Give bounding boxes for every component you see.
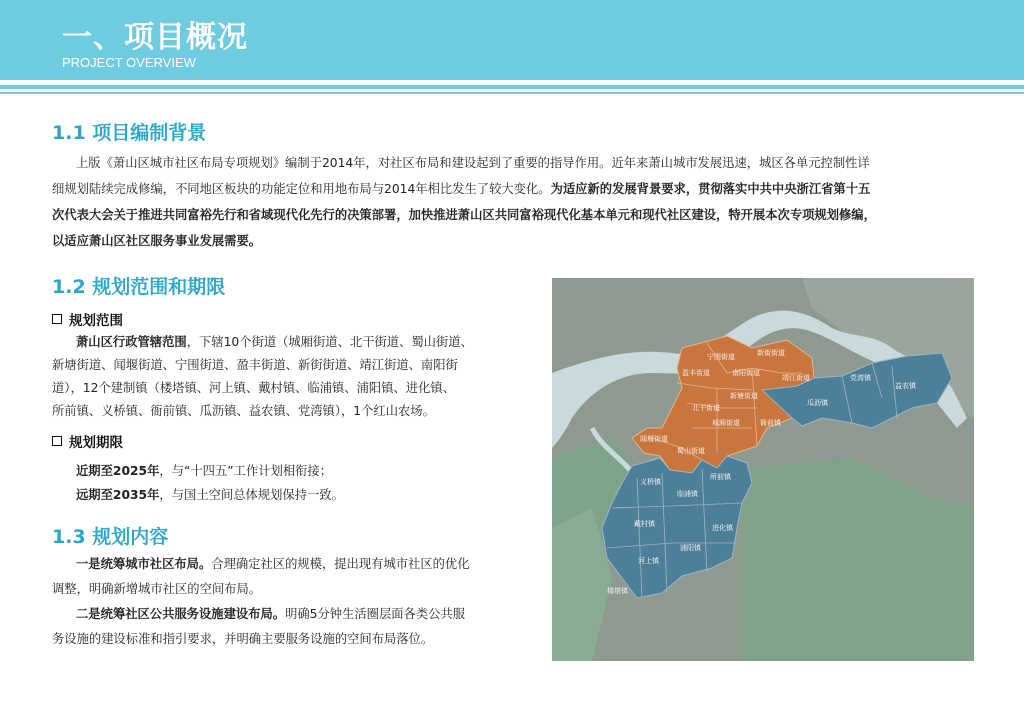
term-near-text: ，与“十四五”工作计划相衔接； bbox=[159, 464, 333, 478]
map-label-chengxiang: 城厢街道 bbox=[712, 419, 740, 427]
background-line-2 bbox=[52, 176, 982, 202]
content-p1-line-1 bbox=[76, 551, 526, 577]
map-label-dangwan: 党湾镇 bbox=[850, 374, 871, 382]
term-far bbox=[76, 482, 526, 508]
divider-stripe-thin bbox=[0, 92, 1024, 94]
scope-lead: 萧山区行政管辖范围 bbox=[76, 335, 187, 349]
background-line-3: 次代表大会关于推进共同富裕先行和省域现代化先行的决策部署，加快推进萧山区共同富裕现代化基本单元和现代社区建设，特开展本次专项规划修编， bbox=[52, 208, 876, 222]
map-label-jingjiang: 靖江街道 bbox=[782, 374, 810, 382]
map-label-suoqian: 所前镇 bbox=[710, 473, 731, 481]
content-p2-line-1 bbox=[76, 601, 526, 627]
map-label-guali: 瓜沥镇 bbox=[807, 399, 828, 407]
scope-line-4: 所前镇、义桥镇、衙前镇、瓜沥镇、益农镇、党湾镇），1个红山农场。 bbox=[52, 404, 435, 418]
page-title: 一、项目概况 bbox=[62, 20, 248, 55]
square-bullet-icon bbox=[52, 314, 62, 324]
background-line-4: 以适应萧山区社区服务事业发展需要。 bbox=[52, 234, 262, 248]
map-label-xintang: 新塘街道 bbox=[730, 392, 758, 400]
term-subheading bbox=[52, 431, 123, 451]
background-line-2-normal: 细规划陆续完成修编，不同地区板块的功能定位和用地布局与2014年相比发生了较大变化。 bbox=[52, 182, 551, 196]
district-map bbox=[552, 278, 974, 661]
map-label-beigan: 北干街道 bbox=[692, 404, 720, 412]
divider-stripe bbox=[0, 85, 1024, 89]
map-label-shushan: 蜀山街道 bbox=[677, 447, 705, 455]
map-label-jinhua: 进化镇 bbox=[712, 524, 733, 532]
scope-line-3: 道），12个建制镇（楼塔镇、河上镇、戴村镇、临浦镇、浦阳镇、进化镇、 bbox=[52, 381, 455, 395]
map-label-puyang: 浦阳镇 bbox=[680, 544, 701, 552]
map-label-yinong: 益农镇 bbox=[895, 382, 916, 390]
content-p1-line-2: 调整，明确新增城市社区的空间布局。 bbox=[52, 582, 262, 596]
map-label-daicun: 戴村镇 bbox=[634, 520, 655, 528]
map-label-ningwei: 宁围街道 bbox=[707, 353, 735, 361]
scope-line-2: 新塘街道、闻堰街道、宁围街道、盈丰街道、新街街道、靖江街道、南阳街 bbox=[52, 358, 458, 372]
map-label-yaqian: 衙前镇 bbox=[760, 419, 781, 427]
section-heading-scope: 1.2 规划范围和期限 bbox=[52, 276, 226, 298]
map-label-louta: 楼塔镇 bbox=[607, 587, 628, 595]
content-p1-bold: 一是统筹城市社区布局。 bbox=[76, 557, 212, 571]
background-line-1: 上版《萧山区城市社区布局专项规划》编制于2014年，对社区布局和建设起到了重要的指导作用。近年来萧山城市发展迅速，城区各单元控制性详 bbox=[76, 156, 870, 170]
content-p2-text: 明确5分钟生活圈层面各类公共服 bbox=[285, 607, 466, 621]
map-label-nanyang: 南阳街道 bbox=[732, 369, 760, 377]
scope-subheading bbox=[52, 309, 123, 329]
term-far-bold: 远期至2035年 bbox=[76, 488, 160, 502]
district-map-svg bbox=[552, 278, 974, 661]
section-heading-content: 1.3 规划内容 bbox=[52, 526, 169, 548]
background-line-2-bold: 为适应新的发展背景要求，贯彻落实中共中央浙江省第十五 bbox=[550, 182, 871, 196]
map-label-yingfeng: 盈丰街道 bbox=[682, 369, 710, 377]
map-label-wenyan: 闻堰街道 bbox=[640, 435, 668, 443]
term-title: 规划期限 bbox=[69, 435, 123, 451]
map-label-heshang: 河上镇 bbox=[638, 557, 659, 565]
term-near bbox=[76, 458, 526, 484]
content-p1-text: 合理确定社区的规模，提出现有城市社区的优化 bbox=[211, 557, 470, 571]
square-bullet-icon bbox=[52, 436, 62, 446]
content-p2-line-2: 务设施的建设标准和指引要求，并明确主要服务设施的空间布局落位。 bbox=[52, 632, 434, 646]
header-banner bbox=[0, 0, 1024, 80]
page-subtitle: PROJECT OVERVIEW bbox=[62, 55, 196, 70]
scope-line-1-text: ，下辖10个街道（城厢街道、北干街道、蜀山街道、 bbox=[186, 335, 473, 349]
term-near-bold: 近期至2025年 bbox=[76, 464, 160, 478]
term-far-text: ，与国土空间总体规划保持一致。 bbox=[159, 488, 344, 502]
scope-title: 规划范围 bbox=[69, 313, 123, 329]
content-p2-bold: 二是统筹社区公共服务设施建设布局。 bbox=[76, 607, 286, 621]
map-label-xinjie: 新街街道 bbox=[757, 349, 785, 357]
map-label-linpu: 临浦镇 bbox=[677, 490, 698, 498]
map-label-yiqiao: 义桥镇 bbox=[640, 478, 661, 486]
section-heading-background: 1.1 项目编制背景 bbox=[52, 122, 207, 144]
